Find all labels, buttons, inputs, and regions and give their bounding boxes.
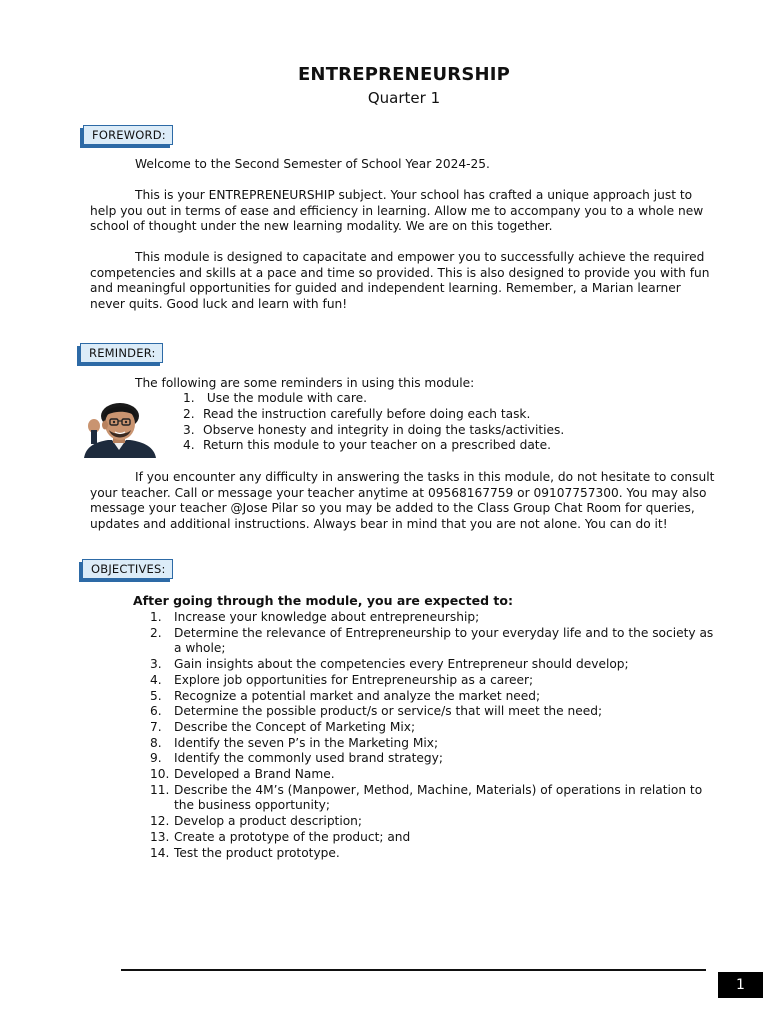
- list-item-number: 4.: [150, 672, 162, 687]
- list-item: [150, 814, 720, 830]
- list-item-number: 2.: [150, 625, 162, 640]
- list-item-number: 1.: [183, 391, 195, 405]
- reminder-label: REMINDER:: [80, 343, 163, 363]
- reminder-list: [183, 391, 564, 454]
- list-item-number: 12.: [150, 814, 170, 829]
- list-item-text: Developed a Brand Name.: [174, 767, 335, 782]
- list-item: [183, 407, 564, 423]
- list-item-number: 5.: [150, 688, 162, 703]
- page-subtitle: Quarter 1: [367, 89, 441, 107]
- list-item-text: Determine the possible product/s or service/s that will meet the need;: [174, 704, 603, 719]
- list-item: [183, 423, 564, 439]
- page-title: ENTREPRENEURSHIP: [297, 64, 511, 85]
- list-item-number: 8.: [150, 735, 162, 750]
- list-item-text: Create a prototype of the product; and: [174, 829, 411, 844]
- list-item: [150, 767, 720, 783]
- list-item-text: Develop a product description;: [174, 814, 363, 829]
- list-item-number: 13.: [150, 829, 170, 844]
- list-item-number: 10.: [150, 767, 170, 782]
- list-item-text: Increase your knowledge about entrepreneurship;: [174, 610, 480, 624]
- foreword-label: FOREWORD:: [83, 125, 173, 145]
- footer-divider: [121, 969, 706, 971]
- list-item: [150, 751, 720, 767]
- list-item-text: Gain insights about the competencies every Entrepreneur should develop;: [174, 657, 629, 672]
- list-item-text: Test the product prototype.: [174, 845, 340, 860]
- list-item-number: 3.: [183, 422, 195, 437]
- list-item-text: Identify the seven P’s in the Marketing Mix;: [174, 735, 439, 750]
- list-item-text: Describe the Concept of Marketing Mix;: [174, 719, 416, 734]
- list-item-text: Determine the relevance of Entrepreneurship to your everyday life and to the society as a whole;: [174, 625, 714, 656]
- list-item: [150, 720, 720, 736]
- list-item: [150, 657, 720, 673]
- list-item-text: Return this module to your teacher on a prescribed date.: [203, 438, 551, 453]
- list-item-number: 3.: [150, 657, 162, 672]
- list-item-text: Use the module with care.: [203, 391, 367, 405]
- foreword-paragraph-3: This module is designed to capacitate and empower you to successfully achieve the required competencies and skills at a pace and time so provided. This is also designed to provide you with fun and meaningful opportunities for guided and independent learning. Remember, a Marian learner never quits. Good luck and learn with fun!: [90, 250, 710, 312]
- objectives-list: [150, 610, 720, 861]
- list-item-number: 7.: [150, 719, 162, 734]
- list-item: [150, 830, 720, 846]
- list-item-number: 9.: [150, 751, 162, 766]
- page-number: 1: [718, 972, 763, 998]
- list-item: [150, 610, 720, 626]
- list-item-text: Observe honesty and integrity in doing the tasks/activities.: [203, 422, 565, 437]
- reminder-intro: The following are some reminders in using this module:: [135, 376, 475, 390]
- list-item: [150, 736, 720, 752]
- list-item: [150, 704, 720, 720]
- list-item-number: 6.: [150, 704, 162, 719]
- list-item-text: Describe the 4M’s (Manpower, Method, Machine, Materials) of operations in relation to the business opportunity;: [174, 782, 703, 813]
- list-item-number: 2.: [183, 406, 195, 421]
- foreword-paragraph-1: Welcome to the Second Semester of School Year 2024-25.: [135, 157, 490, 171]
- list-item-number: 1.: [150, 610, 162, 624]
- list-item: [183, 438, 564, 454]
- list-item: [150, 673, 720, 689]
- list-item-text: Recognize a potential market and analyze the market need;: [174, 688, 541, 703]
- list-item-text: Read the instruction carefully before doing each task.: [203, 406, 531, 421]
- contact-paragraph: If you encounter any difficulty in answering the tasks in this module, do not hesitate to consult your teacher. Call or message your teacher anytime at 09568167759 or 09107757300. You may also message your teacher @Jose Pilar so you may be added to the Class Group Chat Room for queries, updates and additional instructions. Always bear in mind that you are not alone. You can do it!: [90, 470, 715, 532]
- list-item: [150, 626, 720, 657]
- objectives-label: OBJECTIVES:: [82, 559, 173, 579]
- list-item: [150, 846, 720, 862]
- foreword-paragraph-2: This is your ENTREPRENEURSHIP subject. Your school has crafted a unique approach just to help you out in terms of ease and efficiency in learning. Allow me to accompany you to a whole new school of thought under the new learning modality. We are on this together.: [90, 188, 704, 234]
- objectives-intro: After going through the module, you are expected to:: [133, 593, 513, 608]
- list-item-number: 14.: [150, 845, 170, 860]
- list-item-text: Identify the commonly used brand strategy;: [174, 751, 443, 766]
- teacher-avatar-icon: [82, 402, 162, 458]
- list-item-number: 4.: [183, 438, 195, 453]
- list-item: [183, 391, 564, 407]
- list-item-number: 11.: [150, 782, 170, 797]
- list-item: [150, 783, 720, 814]
- list-item-text: Explore job opportunities for Entrepreneurship as a career;: [174, 672, 534, 687]
- list-item: [150, 689, 720, 705]
